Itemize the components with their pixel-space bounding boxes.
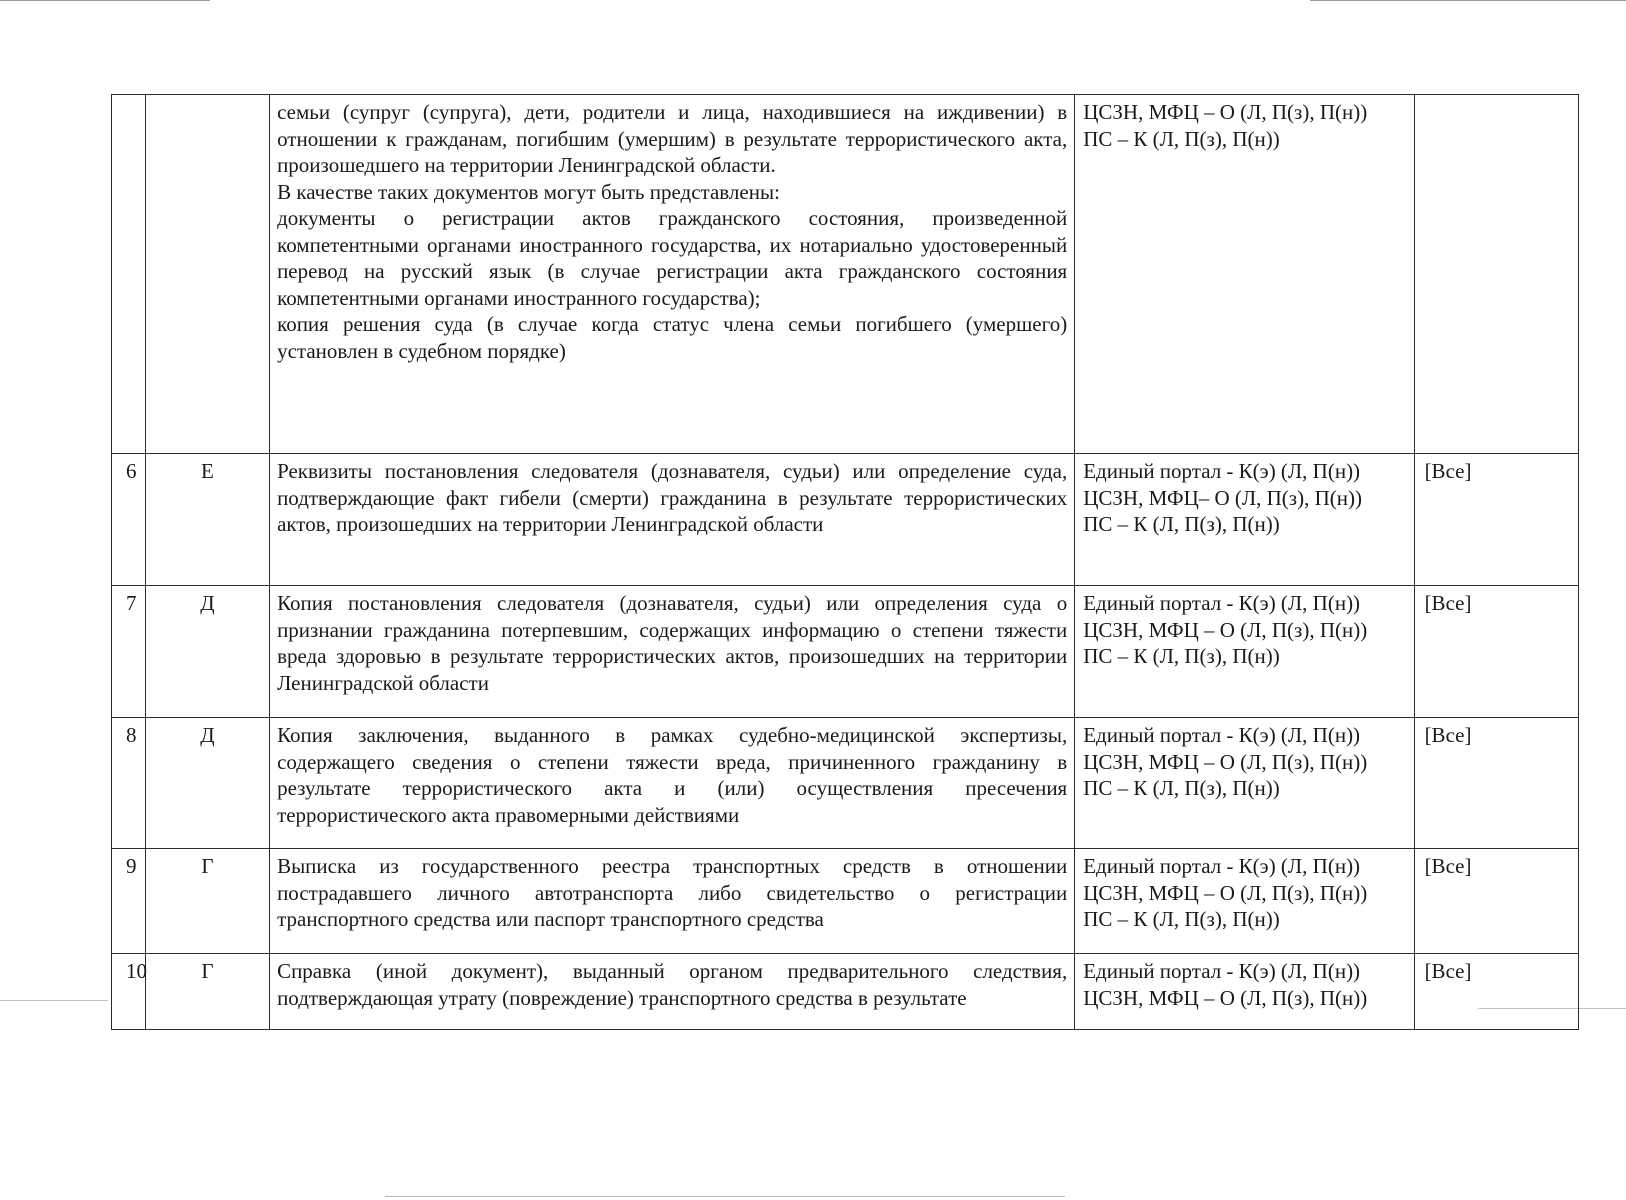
row-description: Реквизиты постановления следователя (дознавателя, судьи) или определение суда, подтверждающие факт гибели (смерти) гражданина в результате террористических актов, произошедших на территории Ленинградской области xyxy=(270,454,1075,586)
scan-artifact-left-margin xyxy=(0,1000,108,1001)
row-sources-cell xyxy=(1075,454,1414,586)
row-letter-cell xyxy=(145,95,269,454)
row-number: 9 xyxy=(112,849,146,954)
row-number: 8 xyxy=(112,718,146,849)
source-line: ЦСЗН, МФЦ – О (Л, П(з), П(н)) xyxy=(1083,985,1368,1010)
source-line: ЦСЗН, МФЦ – О (Л, П(з), П(н)) xyxy=(1083,617,1368,642)
source-line: Единый портал - К(э) (Л, П(н)) xyxy=(1083,591,1361,615)
source-line: ПС – К (Л, П(з), П(н)) xyxy=(1083,776,1280,800)
source-line: ЦСЗН, МФЦ– О (Л, П(з), П(н)) xyxy=(1083,485,1362,510)
row-number-cell xyxy=(112,95,146,454)
row-description-cell xyxy=(270,95,1075,454)
row-applicant: [Все] xyxy=(1414,954,1578,1030)
source-line: ЦСЗН, МФЦ – О (Л, П(з), П(н)) xyxy=(1083,749,1368,774)
row-sources-cell xyxy=(1075,718,1414,849)
row-applicant: [Все] xyxy=(1414,849,1578,954)
scan-artifact-bottom xyxy=(385,1196,1065,1197)
row-sources-cell xyxy=(1075,954,1414,1030)
row-number: 10 xyxy=(112,954,146,1030)
description-paragraph: семьи (супруг (супруга), дети, родители и лица, находившиеся на иждивении) в отношении к гражданам, погибшим (умершим) в результате террористического акта, произошедшего на территории Ленинградской области. xyxy=(277,100,1068,177)
source-line: Единый портал - К(э) (Л, П(н)) xyxy=(1083,459,1361,483)
row-letter: Д xyxy=(145,586,269,718)
source-line: ПС – К (Л, П(з), П(н)) xyxy=(1083,907,1280,931)
source-line: ЦСЗН, МФЦ – О (Л, П(з), П(н)) xyxy=(1083,100,1368,124)
row-letter: Г xyxy=(145,849,269,954)
source-line: Единый портал - К(э) (Л, П(н)) xyxy=(1083,723,1361,747)
row-letter: Д xyxy=(145,718,269,849)
row-description: Копия постановления следователя (дознавателя, судьи) или определения суда о признании гражданина потерпевшим, содержащих информацию о степени тяжести вреда здоровью в результате террористических актов, произошедших на территории Ленинградской области xyxy=(270,586,1075,718)
scan-artifact-top-left xyxy=(0,0,210,1)
source-line: ЦСЗН, МФЦ – О (Л, П(з), П(н)) xyxy=(1083,880,1368,905)
row-number: 6 xyxy=(112,454,146,586)
description-paragraph: документы о регистрации актов гражданского состояния, произведенной компетентными органами иностранного государства, их нотариально удостоверенный перевод на русский язык (в случае регистрации акта гражданского состояния компетентными органами иностранного государства); xyxy=(277,206,1068,310)
description-paragraph: В качестве таких документов могут быть представлены: xyxy=(277,179,780,204)
row-letter: Е xyxy=(145,454,269,586)
table-row-continuation xyxy=(112,95,1579,454)
row-description: Выписка из государственного реестра транспортных средств в отношении пострадавшего личного автотранспорта либо свидетельство о регистрации транспортного средства или паспорт транспортного средства xyxy=(270,849,1075,954)
source-line: ПС – К (Л, П(з), П(н)) xyxy=(1083,644,1280,668)
row-sources-cell xyxy=(1075,849,1414,954)
row-sources-cell xyxy=(1075,586,1414,718)
source-line: Единый портал - К(э) (Л, П(н)) xyxy=(1083,959,1361,983)
source-line: Единый портал - К(э) (Л, П(н)) xyxy=(1083,854,1361,878)
row-description: Справка (иной документ), выданный органом предварительного следствия, подтверждающая утрату (повреждение) транспортного средства в результате xyxy=(270,954,1075,1030)
table-row xyxy=(112,454,1579,586)
source-line: ПС – К (Л, П(з), П(н)) xyxy=(1083,126,1280,151)
table-row xyxy=(112,849,1579,954)
row-letter: Г xyxy=(145,954,269,1030)
description-paragraph: копия решения суда (в случае когда статус члена семьи погибшего (умершего) установлен в судебном порядке) xyxy=(277,312,1068,363)
table-row xyxy=(112,586,1579,718)
document-table xyxy=(111,94,1579,1030)
row-applicant: [Все] xyxy=(1414,718,1578,849)
source-line: ПС – К (Л, П(з), П(н)) xyxy=(1083,512,1280,536)
row-applicant: [Все] xyxy=(1414,586,1578,718)
table-row xyxy=(112,718,1579,849)
table-row xyxy=(112,954,1579,1030)
row-applicant: [Все] xyxy=(1414,454,1578,586)
row-description: Копия заключения, выданного в рамках судебно-медицинской экспертизы, содержащего сведения о степени тяжести вреда, причиненного гражданину в результате террористического акта и (или) осуществления пресечения террористического акта правомерными действиями xyxy=(270,718,1075,849)
row-applicant-cell xyxy=(1414,95,1578,454)
row-sources-cell xyxy=(1075,95,1414,454)
row-number: 7 xyxy=(112,586,146,718)
scan-artifact-top-right xyxy=(1310,0,1626,1)
